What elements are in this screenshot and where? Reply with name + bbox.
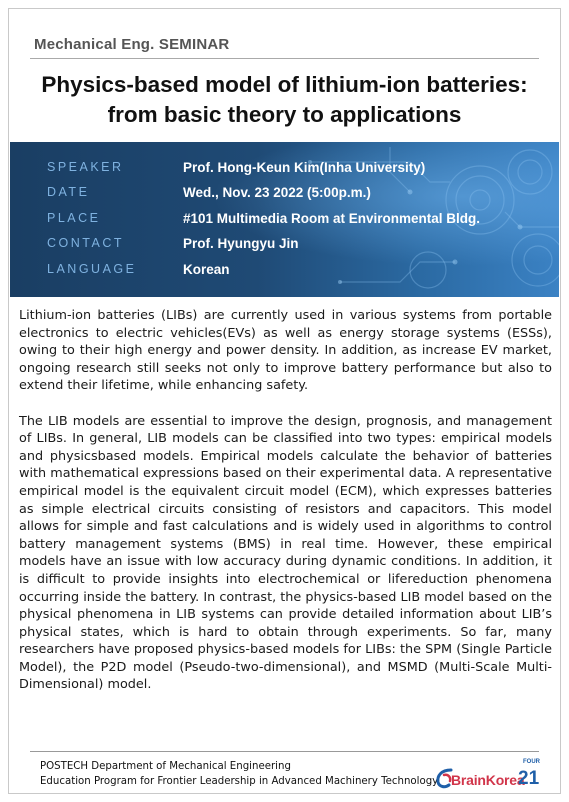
footer-divider xyxy=(30,751,539,752)
place-row xyxy=(10,208,480,228)
brand-number: 21 xyxy=(518,768,540,789)
contact-value: Prof. Hyungyu Jin xyxy=(183,235,299,251)
header-divider xyxy=(30,58,539,59)
seminar-label: Mechanical Eng. SEMINAR xyxy=(34,36,230,53)
info-panel xyxy=(10,142,559,297)
place-key: PLACE xyxy=(47,211,101,225)
language-value: Korean xyxy=(183,261,230,277)
date-row xyxy=(10,182,371,202)
brand-four: FOUR xyxy=(523,759,540,765)
abstract xyxy=(19,307,552,712)
brainkorea21-logo xyxy=(435,759,541,790)
speaker-value: Prof. Hong-Keun Kim(Inha University) xyxy=(183,159,426,175)
language-key: LANGUAGE xyxy=(47,262,137,276)
speaker-row xyxy=(10,157,425,177)
title-line-2: from basic theory to applications xyxy=(107,102,462,127)
date-key: DATE xyxy=(47,185,90,199)
footer-program: Education Program for Frontier Leadership in Advanced Machinery Technology xyxy=(40,776,439,787)
title-line-1: Physics-based model of lithium-ion batteries: xyxy=(41,72,528,97)
speaker-key: SPEAKER xyxy=(47,160,124,174)
abstract-paragraph-1: Lithium-ion batteries (LIBs) are currently used in various systems from portable electronics to electric vehicles(EVs) as well as energy storage systems (ESSs), owing to their high energy and power density. In addition, as increase EV market, ongoing research still seeks not only to improve battery performance but also to extend their lifetime, while enhancing safety. xyxy=(19,308,552,394)
seminar-title xyxy=(20,70,549,130)
place-value: #101 Multimedia Room at Environmental Bldg. xyxy=(183,210,481,226)
language-row xyxy=(10,259,230,279)
contact-row xyxy=(10,233,299,253)
date-value: Wed., Nov. 23 2022 (5:00p.m.) xyxy=(183,184,371,200)
contact-key: CONTACT xyxy=(47,236,124,250)
abstract-paragraph-2: The LIB models are essential to improve the design, prognosis, and management of LIBs. In general, LIB models can be classified into two types: empirical models and physicsbased models. Empirical models calculate the behavior of batteries with mathematical expressions based on their experimental data. A representative empirical model is the equivalent circuit model (ECM), which expresses batteries as simple electrical circuits consisting of resistors and capacitors. This model allows for simple and fast calculations and is widely used in algorithms to control battery management systems (BMS) in real time. However, these empirical models have an issue with low accuracy during dynamic conditions. In addition, it is difficult to provide insights into electrochemical or lifereduction phenomena occurring inside the battery. In contrast, the physics-based LIB model based on the physical phenomena in LIB systems can provide detailed information about LIB’s physical states, which is hard to obtain through experiments. So far, many researchers have proposed physics-based models for LIBs: the SPM (Single Particle Model), the P2D model (Pseudo-two-dimensional), and MSMD (Multi-Scale Multi-Dimensional) model. xyxy=(19,413,552,693)
brand-name: BrainKorea xyxy=(451,772,525,788)
footer-department: POSTECH Department of Mechanical Engineering xyxy=(40,761,291,772)
